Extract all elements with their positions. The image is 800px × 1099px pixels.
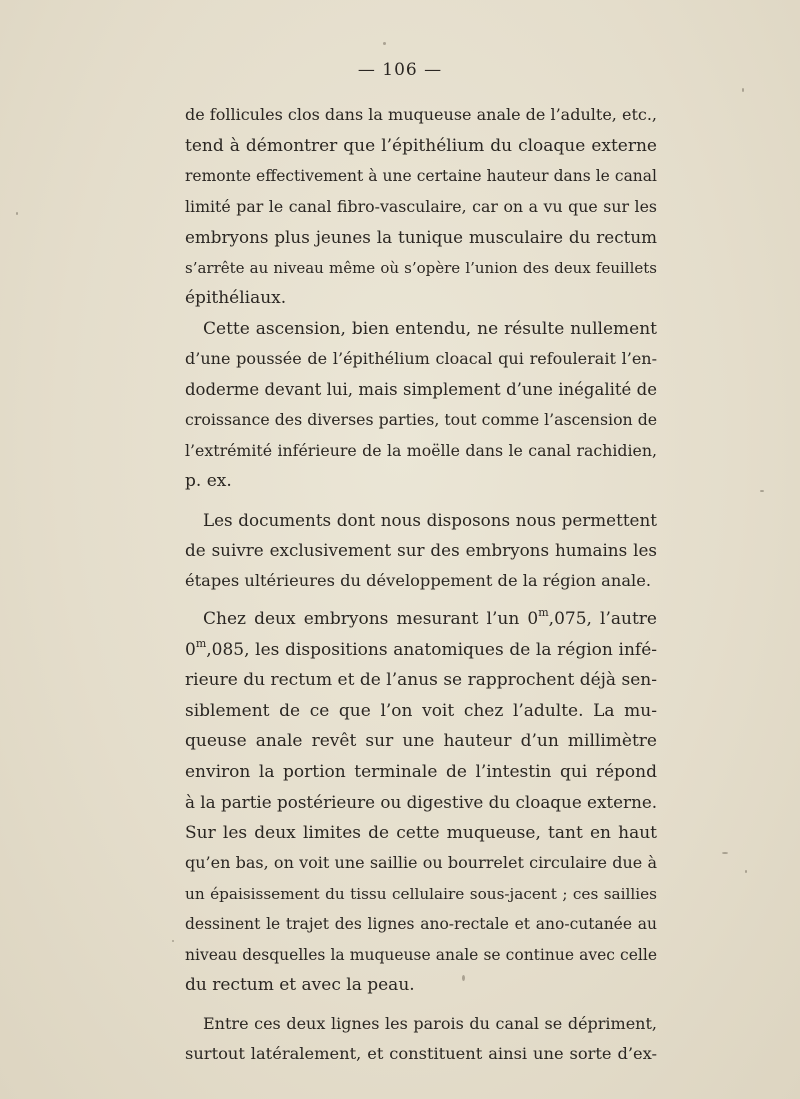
text-line: doderme devant lui, mais simplement d’une inégalité de xyxy=(185,379,657,399)
body-text xyxy=(185,100,657,1070)
paper-speck xyxy=(722,852,728,854)
text-line: qu’en bas, on voit une saillie ou bourrelet circulaire due à xyxy=(185,853,657,872)
text-line: siblement de ce que l’on voit chez l’adulte. La mu- xyxy=(185,700,657,721)
paper-speck xyxy=(16,212,18,215)
paragraph xyxy=(185,100,657,314)
paper-speck xyxy=(383,42,386,45)
paper-speck xyxy=(172,940,174,942)
text-line: p. ex. xyxy=(185,471,232,491)
text-line: embryons plus jeunes la tunique musculaire du rectum xyxy=(185,227,657,247)
text-line: 0$^m$,085, les dispositions anatomiques de la région infé- xyxy=(185,636,657,660)
text-line: croissance des diverses parties, tout comme l’ascension de xyxy=(185,410,658,429)
text-line: de follicules clos dans la muqueuse anale de l’adulte, etc., xyxy=(185,105,657,124)
text-line: Les documents dont nous disposons nous permettent xyxy=(203,509,657,530)
paper-speck xyxy=(745,870,747,873)
text-line: du rectum et avec la peau. xyxy=(185,975,415,995)
text-line: l’extrémité inférieure de la moëlle dans le canal rachidien, xyxy=(185,440,657,460)
page-number: — 106 — xyxy=(357,60,443,80)
paper-speck xyxy=(742,88,744,92)
paragraph xyxy=(185,604,657,1001)
text-line: remonte effectivement à une certaine hauteur dans le canal xyxy=(185,167,657,185)
text-line: rieure du rectum et de l’anus se rapprochent déjà sen- xyxy=(185,670,657,690)
text-line: Sur les deux limites de cette muqueuse, tant en haut xyxy=(185,822,657,843)
text-line: surtout latéralement, et constituent ainsi une sorte d’ex- xyxy=(185,1044,657,1063)
text-line: s’arrête au niveau même où s’opère l’union des deux feuillets xyxy=(185,258,657,277)
text-line: tend à démontrer que l’épithélium du cloaque externe xyxy=(185,135,657,156)
text-line: limité par le canal fibro-vasculaire, car on a vu que sur les xyxy=(185,196,657,216)
text-line: environ la portion terminale de l’intestin qui répond xyxy=(185,761,657,782)
text-line: Cette ascension, bien entendu, ne résulte nullement xyxy=(203,318,657,339)
text-line: d’une poussée de l’épithélium cloacal qui refoulerait l’en- xyxy=(185,349,657,368)
paper-speck xyxy=(462,975,465,981)
paragraph xyxy=(185,505,657,597)
paragraph xyxy=(185,314,657,497)
text-line: Entre ces deux lignes les parois du canal se dépriment, xyxy=(203,1013,657,1033)
text-line: niveau desquelles la muqueuse anale se continue avec celle xyxy=(185,945,657,964)
paper-speck xyxy=(760,490,764,492)
paragraph xyxy=(185,1009,657,1070)
text-line: épithéliaux. xyxy=(185,288,287,308)
text-line: à la partie postérieure ou digestive du cloaque externe. xyxy=(185,792,658,812)
text-line: un épaisissement du tissu cellulaire sous-jacent ; ces saillies xyxy=(185,884,657,903)
text-line: Chez deux embryons mesurant l’un 0$^m$,075, l’autre xyxy=(203,606,657,629)
text-line: étapes ultérieures du développement de la région anale. xyxy=(185,570,651,590)
text-line: de suivre exclusivement sur des embryons humains les xyxy=(185,540,657,560)
text-line: dessinent le trajet des lignes ano-rectale et ano-cutanée au xyxy=(185,915,657,933)
text-line: queuse anale revêt sur une hauteur d’un millimètre xyxy=(185,731,657,751)
